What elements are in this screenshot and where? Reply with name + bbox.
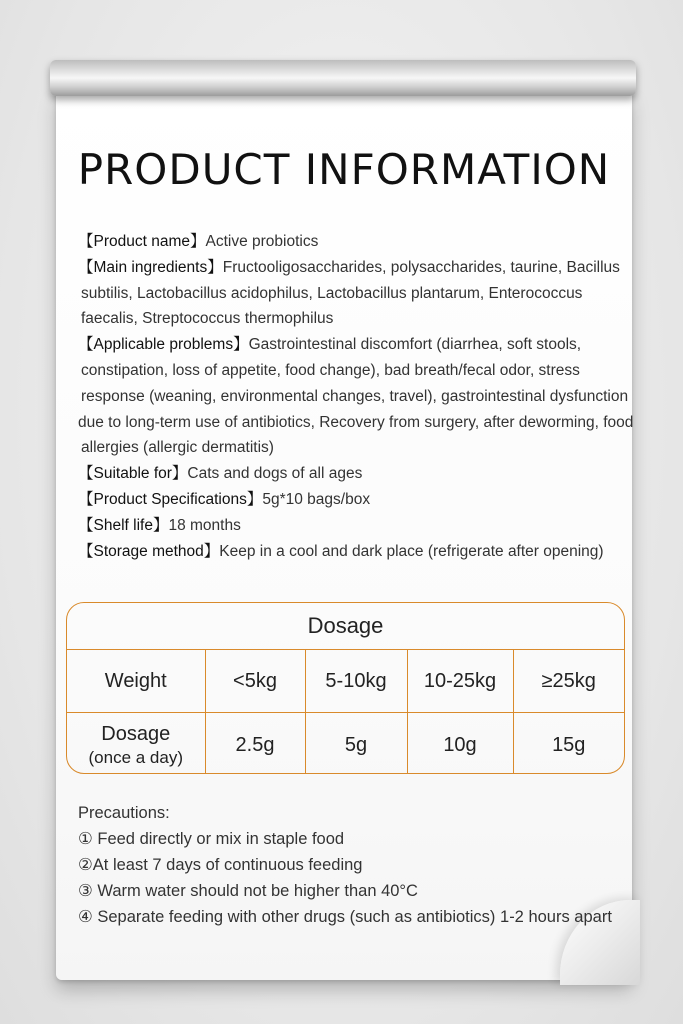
table-cell: 10g	[407, 713, 513, 775]
page-title: PRODUCT INFORMATION	[77, 145, 611, 194]
info-applicable-problems: 【Applicable problems】Gastrointestinal discomfort (diarrhea, soft stools,	[78, 336, 582, 354]
info-continuation: response (weaning, environmental changes, travel), gastrointestinal dysfunction	[81, 387, 629, 405]
weight-label: Weight	[67, 650, 205, 713]
precaution-item: ④ Separate feeding with other drugs (such as antibiotics) 1-2 hours apart	[78, 908, 612, 926]
paper-roll	[50, 60, 636, 96]
info-continuation: faecalis, Streptococcus thermophilus	[81, 310, 334, 328]
precautions-heading: Precautions:	[78, 804, 170, 822]
info-product-name: 【Product name】Active probiotics	[78, 233, 319, 250]
table-cell: <5kg	[205, 650, 305, 713]
info-suitable-for: 【Suitable for】Cats and dogs of all ages	[78, 465, 363, 483]
dosage-sublabel: (once a day)	[88, 747, 183, 767]
precaution-item: ③ Warm water should not be higher than 40°C	[78, 882, 418, 900]
table-cell: 5-10kg	[305, 650, 407, 713]
table-cell: 5g	[305, 713, 407, 775]
dosage-title: Dosage	[67, 603, 624, 650]
precaution-item: ②At least 7 days of continuous feeding	[78, 856, 363, 874]
dosage-label: Dosage	[101, 722, 171, 745]
info-specifications: 【Product Specifications】5g*10 bags/box	[78, 490, 371, 508]
precautions	[78, 800, 638, 930]
dosage-label-cell	[67, 713, 205, 775]
table-cell: 15g	[552, 733, 586, 756]
info-storage-method: 【Storage method】Keep in a cool and dark place (refrigerate after opening)	[78, 542, 604, 560]
info-continuation: constipation, loss of appetite, food change), bad breath/fecal odor, stress	[81, 361, 580, 379]
info-main-ingredients: 【Main ingredients】Fructooligosaccharides, polysaccharides, taurine, Bacillus	[78, 258, 620, 276]
info-continuation: allergies (allergic dermatitis)	[81, 439, 274, 457]
table-cell: 10-25kg	[407, 650, 513, 713]
table-cell: ≥25kg	[513, 650, 624, 713]
table-row	[67, 713, 624, 775]
dosage-grid	[67, 650, 624, 774]
product-info	[78, 229, 638, 564]
table-cell: 2.5g	[205, 713, 305, 775]
table-row	[67, 650, 624, 713]
dosage-table	[66, 602, 625, 774]
precaution-item: ① Feed directly or mix in staple food	[78, 830, 345, 848]
info-shelf-life: 【Shelf life】18 months	[78, 516, 241, 534]
info-continuation: due to long-term use of antibiotics, Recovery from surgery, after deworming, food	[78, 413, 634, 431]
info-continuation: subtilis, Lactobacillus acidophilus, Lactobacillus plantarum, Enterococcus	[81, 284, 583, 302]
